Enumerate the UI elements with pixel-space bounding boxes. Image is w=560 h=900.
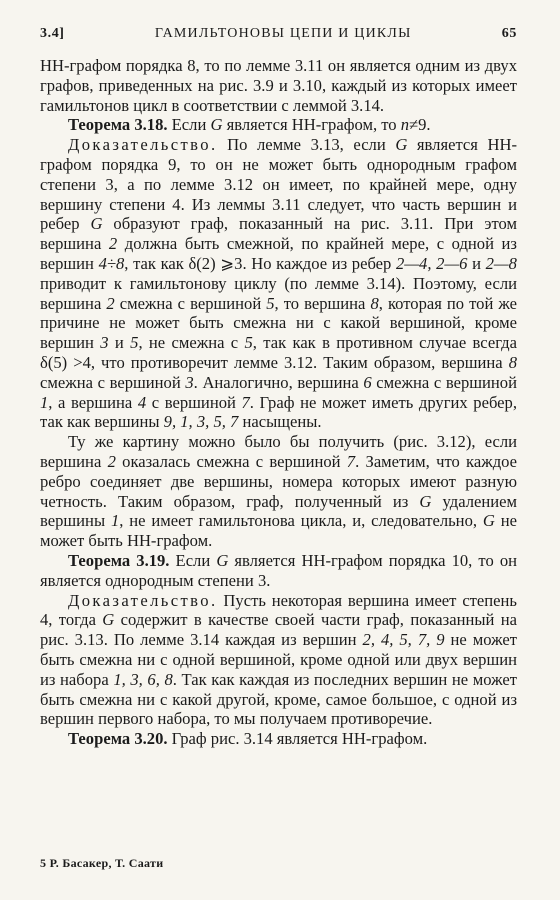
text-run: , не смежна с	[138, 333, 245, 353]
math-symbol: 2	[108, 234, 118, 254]
text-run: Если	[167, 115, 211, 135]
text-run: . Так как каждая из последних вершин не может быть смежна ни с какой другой, кроме, самое большое, с одной из вершин первого набора, то мы получаем противоречие.	[40, 669, 518, 729]
math-symbol: 2—8	[485, 253, 517, 273]
text-run: насыщены.	[238, 412, 322, 432]
text-run: Если	[169, 550, 217, 570]
math-symbol: 2—4, 2—6	[395, 253, 468, 273]
text-run: смежна с вершиной	[371, 372, 517, 392]
paragraph	[40, 729, 517, 749]
paragraph	[40, 432, 517, 551]
math-symbol: 4	[137, 392, 147, 412]
math-symbol: 8	[370, 293, 379, 313]
text-run: , не имеет гамильтонова цикла, и, следовательно,	[119, 511, 483, 531]
theorem-label: Теорема 3.18.	[68, 115, 168, 135]
text-run: Ту же картину можно было бы получить (рис. 3.12), если вершина	[40, 432, 517, 471]
page	[40, 26, 517, 749]
text-run: , так как δ(2) ⩾3. Но каждое из ребер	[124, 253, 396, 273]
proof-label: Доказательство.	[68, 590, 218, 610]
math-symbol: 1	[40, 392, 49, 412]
running-header	[40, 26, 517, 42]
proof-label: Доказательство.	[68, 135, 218, 155]
text-run: смежна с вершиной	[40, 372, 186, 392]
text-run: НН-графом порядка 8, то по лемме 3.11 он является одним из двух графов, приведенных на рис. 3.9 и 3.10, каждый из которых имеет гамильтонов цикл в соответствии с леммой 3.14.	[40, 56, 517, 115]
text-run: приводит к гамильтонову циклу (по лемме 3.14). Поэтому, если вершина	[40, 273, 517, 313]
math-symbol: 2	[106, 293, 115, 313]
body-text	[40, 56, 517, 749]
paragraph	[40, 56, 517, 115]
text-run: , то вершина	[274, 293, 371, 313]
text-run: является НН-графом, то	[222, 115, 401, 135]
math-symbol: 6	[363, 372, 372, 392]
math-symbol: 5	[130, 333, 139, 353]
paragraph	[40, 135, 517, 432]
text-run: . Граф не может иметь других ребер, так как вершины	[40, 392, 517, 432]
paragraph	[40, 551, 517, 591]
text-run: и	[108, 333, 131, 353]
math-symbol: n	[400, 115, 410, 135]
text-run: с вершиной	[146, 392, 242, 412]
theorem-label: Теорема 3.20.	[68, 729, 168, 749]
text-run: является НН-графом порядка 9, то он не может быть однородным графом степени 3, а по лемме 3.12 он имеет, по крайней мере, одну вершину степени 4. Из леммы 3.11 следует, что часть вершин и ребер	[40, 135, 517, 234]
text-run: . Аналогично, вершина	[193, 372, 364, 392]
text-run: не может быть смежна ни с одной вершиной, кроме одной или двух вершин из набора	[40, 630, 518, 689]
text-run: является НН-графом порядка 10, то он является однородным степени 3.	[40, 550, 518, 590]
text-run: и	[467, 253, 486, 273]
math-symbol: 9, 1, 3, 5, 7	[163, 412, 239, 432]
text-run: не может быть НН-графом.	[40, 511, 517, 551]
printer-signature: 5 Р. Басакер, Т. Саати	[40, 856, 164, 870]
math-symbol: 2, 4, 5, 7, 9	[362, 630, 445, 650]
math-symbol: 5	[244, 333, 253, 353]
math-symbol: G	[482, 511, 495, 531]
text-run: оказалась смежна с вершиной	[115, 451, 347, 471]
text-run: содержит в качестве своей части граф, показанный на рис. 3.13. По лемме 3.14 каждая из вершин	[40, 610, 517, 650]
math-symbol: 8	[508, 352, 517, 372]
paragraph	[40, 115, 517, 135]
math-symbol: 3	[185, 372, 194, 392]
math-symbol: 3	[100, 333, 109, 353]
running-title: ГАМИЛЬТОНОВЫ ЦЕПИ И ЦИКЛЫ	[154, 26, 412, 41]
text-run: должна быть смежной, по крайней мере, с одной из вершин	[40, 234, 517, 273]
text-run: ≠9.	[409, 115, 431, 135]
text-run: смежна с вершиной	[114, 293, 267, 313]
theorem-label: Теорема 3.19.	[68, 550, 170, 570]
math-symbol: 7	[241, 392, 250, 412]
text-run: Пусть некоторая вершина имеет степень 4, тогда	[40, 590, 517, 630]
text-run: По лемме 3.13, если	[217, 135, 396, 155]
math-symbol: G	[419, 491, 432, 511]
math-symbol: G	[216, 550, 229, 570]
text-run: . Заметим, что каждое ребро соединяет две вершины, номера которых имеют разную четность. Таким образом, граф, полученный из	[40, 451, 517, 511]
text-run: , так как в противном случае всегда δ(5) >4, что противоречит лемме 3.12. Таким образом, вершина	[40, 333, 517, 372]
math-symbol: 5	[266, 293, 275, 313]
math-symbol: 1	[110, 511, 120, 531]
math-symbol: 2	[107, 451, 116, 471]
math-symbol: G	[210, 115, 223, 135]
math-symbol: 1, 3, 6, 8	[113, 669, 173, 689]
math-symbol: G	[102, 610, 115, 630]
text-run: образуют граф, показанный на рис. 3.11. При этом вершина	[40, 214, 517, 254]
math-symbol: 4÷8	[98, 253, 125, 273]
math-symbol: G	[395, 135, 408, 155]
section-number: 3.4]	[40, 26, 65, 41]
text-run: , а вершина	[48, 392, 138, 412]
page-number: 65	[501, 26, 517, 41]
text-run: Граф рис. 3.14 является НН-графом.	[167, 729, 428, 749]
paragraph	[40, 591, 517, 730]
math-symbol: 7	[346, 451, 356, 471]
text-run: , которая по той же причине не может быть смежна ни с какой вершиной, кроме вершин	[40, 293, 518, 353]
math-symbol: G	[90, 214, 103, 234]
text-run: удалением вершины	[40, 491, 517, 531]
